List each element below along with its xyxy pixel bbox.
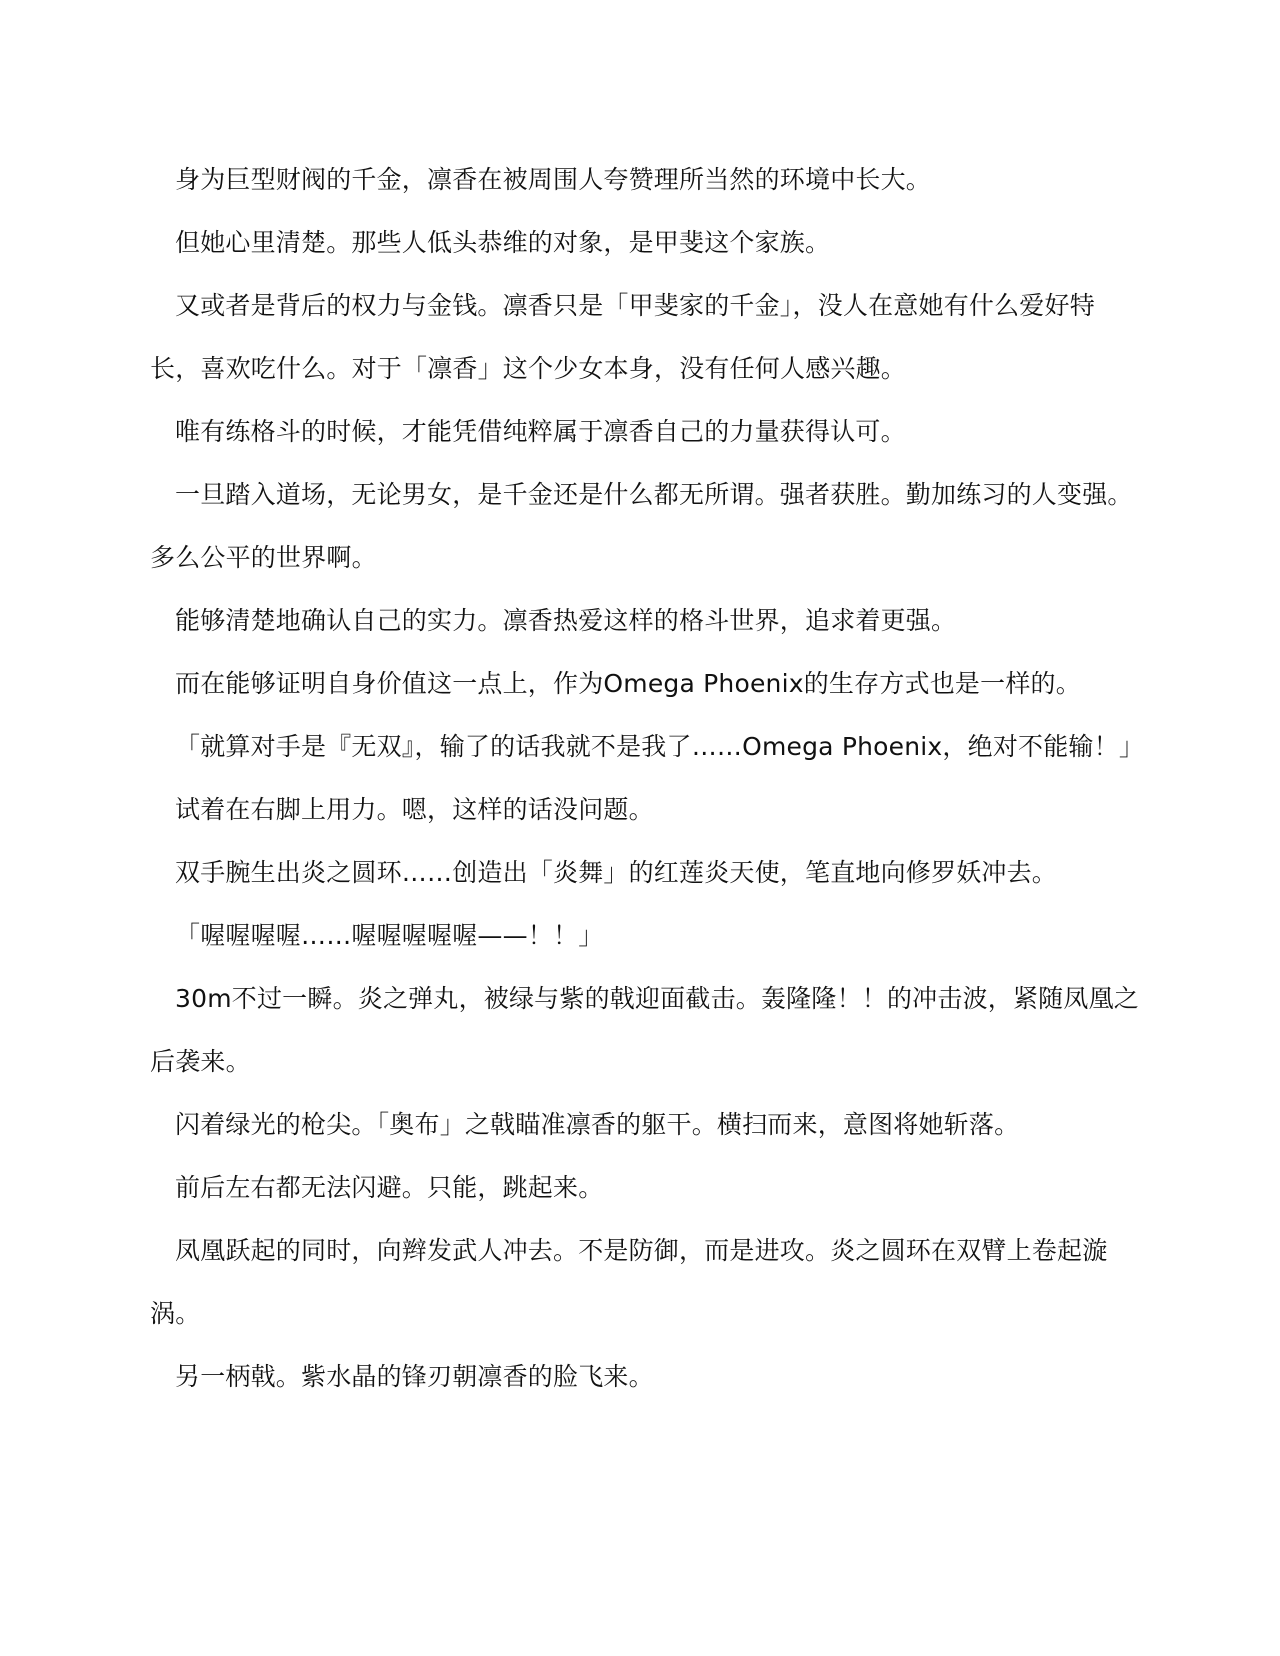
paragraph: 闪着绿光的枪尖。「奥布」之戟瞄准凛香的躯干。横扫而来，意图将她斩落。 (175, 1110, 1020, 1139)
paragraph: 身为巨型财阀的千金，凛香在被周围人夸赞理所当然的环境中长大。 (175, 165, 932, 194)
paragraph: 但她心里清楚。那些人低头恭维的对象，是甲斐这个家族。 (175, 228, 831, 257)
paragraph: 双手腕生出炎之圆环……创造出「炎舞」的红莲炎天使，笔直地向修罗妖冲去。 (175, 858, 1058, 887)
paragraph: 而在能够证明自身价值这一点上，作为Omega Phoenix的生存方式也是一样的。 (175, 669, 1081, 698)
paragraph: 能够清楚地确认自己的实力。凛香热爱这样的格斗世界，追求着更强。 (175, 606, 957, 635)
paragraph: 一旦踏入道场，无论男女，是千金还是什么都无所谓。强者获胜。勤加练习的人变强。多么公平的世界啊。 (150, 480, 1133, 572)
paragraph: 「喔喔喔喔……喔喔喔喔喔——！！」 (175, 921, 604, 950)
body-text (150, 148, 1145, 1408)
paragraph: 另一柄戟。紫水晶的锋刃朝凛香的脸飞来。 (175, 1362, 654, 1391)
paragraph: 30m不过一瞬。炎之弹丸，被绿与紫的戟迎面截击。轰隆隆！！的冲击波，紧随凤凰之后袭来。 (150, 984, 1139, 1076)
paragraph: 凤凰跃起的同时，向辫发武人冲去。不是防御，而是进攻。炎之圆环在双臂上卷起漩涡。 (150, 1236, 1108, 1328)
paragraph: 试着在右脚上用力。嗯，这样的话没问题。 (175, 795, 654, 824)
paragraph: 「就算对手是『无双』，输了的话我就不是我了……Omega Phoenix，绝对不能输！」 (175, 732, 1145, 761)
paragraph: 唯有练格斗的时候，才能凭借纯粹属于凛香自己的力量获得认可。 (175, 417, 906, 446)
paragraph: 又或者是背后的权力与金钱。凛香只是「甲斐家的千金」，没人在意她有什么爱好特长，喜欢吃什么。对于「凛香」这个少女本身，没有任何人感兴趣。 (150, 291, 1095, 383)
paragraph: 前后左右都无法闪避。只能，跳起来。 (175, 1173, 604, 1202)
